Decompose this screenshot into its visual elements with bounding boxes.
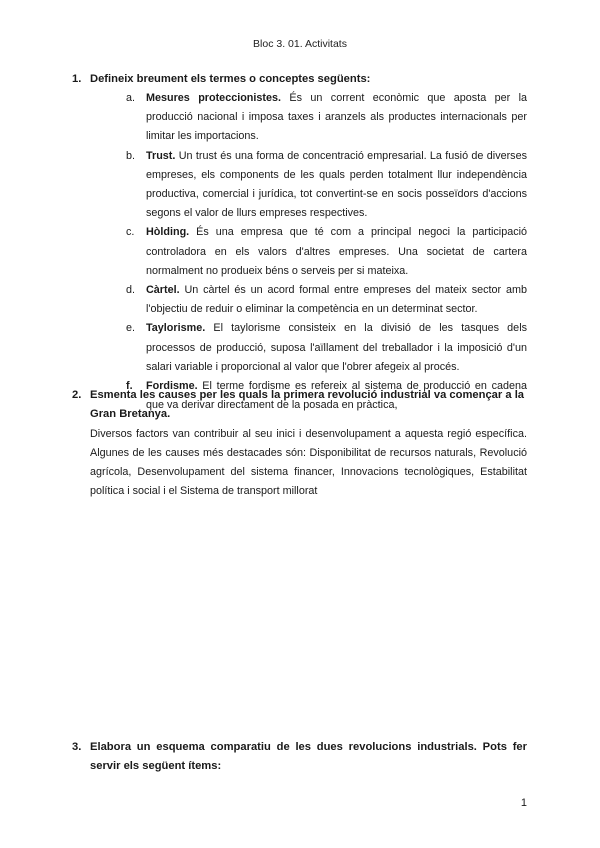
list-item-letter: a.: [126, 92, 136, 104]
list-item-term: Hòlding.: [146, 226, 190, 239]
list-item-term: Càrtel.: [146, 284, 180, 297]
definition-list: [126, 89, 527, 415]
list-item: [126, 147, 527, 224]
list-item-letter: e.: [126, 322, 136, 335]
list-item-term: Fordisme.: [146, 380, 198, 393]
list-item: [126, 89, 527, 147]
list-item: [126, 281, 527, 319]
question-3-title: Elabora un esquema comparatiu de les dues revolucions industrials. Pots fer servir els següent ítems:: [90, 741, 527, 773]
question-1: [72, 70, 527, 89]
list-item-term: Taylorisme.: [146, 322, 206, 335]
question-1-title: Defineix breument els termes o conceptes següents:: [90, 73, 371, 85]
list-item: [126, 319, 527, 377]
list-item-letter: f.: [126, 380, 133, 393]
question-2-title: Esmenta les causes per les quals la primera revolució industrial va començar a la Gran Bretanya.: [90, 389, 525, 421]
question-2: [72, 386, 527, 502]
page-header: Bloc 3. 01. Activitats: [253, 38, 347, 50]
list-item-text: És una empresa que té com a principal negoci la participació controladora en els valors d'altres empreses. Una societat de cartera normalment no produeix béns o serveis per si mateixa.: [146, 226, 527, 277]
list-item-text: El taylorisme consisteix en la divisió de les tasques dels processos de producció, suposa l'aïllament del treballador i la imposició d'un salari variable i proporcional al valor que l'obrer afegeix al procés.: [146, 322, 527, 373]
page-number: 1: [520, 797, 527, 809]
question-3: [72, 738, 527, 777]
question-2-answer: Diversos factors van contribuir al seu inici i desenvolupament a aquesta regió específica. Algunes de les causes més destacades són: Disponibilitat de recursos naturals, Revolució agrícola, Desenvolupament del sistema financer, Innovacions tecnològiques, Estabilitat política i social i el Sistema de transport millorat: [90, 427, 527, 498]
list-item-text: És un corrent econòmic que aposta per la producció nacional i imposa taxes i aranzels als productes internacionals per limitar les importacions.: [146, 92, 527, 143]
list-item-text: Un trust és una forma de concentració empresarial. La fusió de diverses empreses, els components de les quals perden totalment llur independència productiva, comercial i jurídica, tot convertint-se en socis posseïdors d'accions segons el valor de llurs empreses respectives.: [146, 149, 527, 220]
question-3-number: 3.: [72, 741, 82, 753]
question-2-number: 2.: [72, 389, 82, 401]
list-item-term: Trust.: [146, 149, 176, 162]
question-1-number: 1.: [72, 73, 82, 85]
list-item-letter: b.: [126, 149, 136, 162]
list-item-text: Un càrtel és un acord formal entre empreses del mateix sector amb l'objectiu de reduir o eliminar la competència en un determinat sector.: [146, 284, 527, 316]
list-item-letter: c.: [126, 226, 135, 239]
list-item-text: El terme fordisme es refereix al sistema de producció en cadena que va derivar directament de la posada en pràctica,: [146, 380, 527, 412]
list-item-term: Mesures proteccionistes.: [146, 92, 282, 104]
list-item-letter: d.: [126, 284, 136, 297]
list-item: [126, 223, 527, 281]
